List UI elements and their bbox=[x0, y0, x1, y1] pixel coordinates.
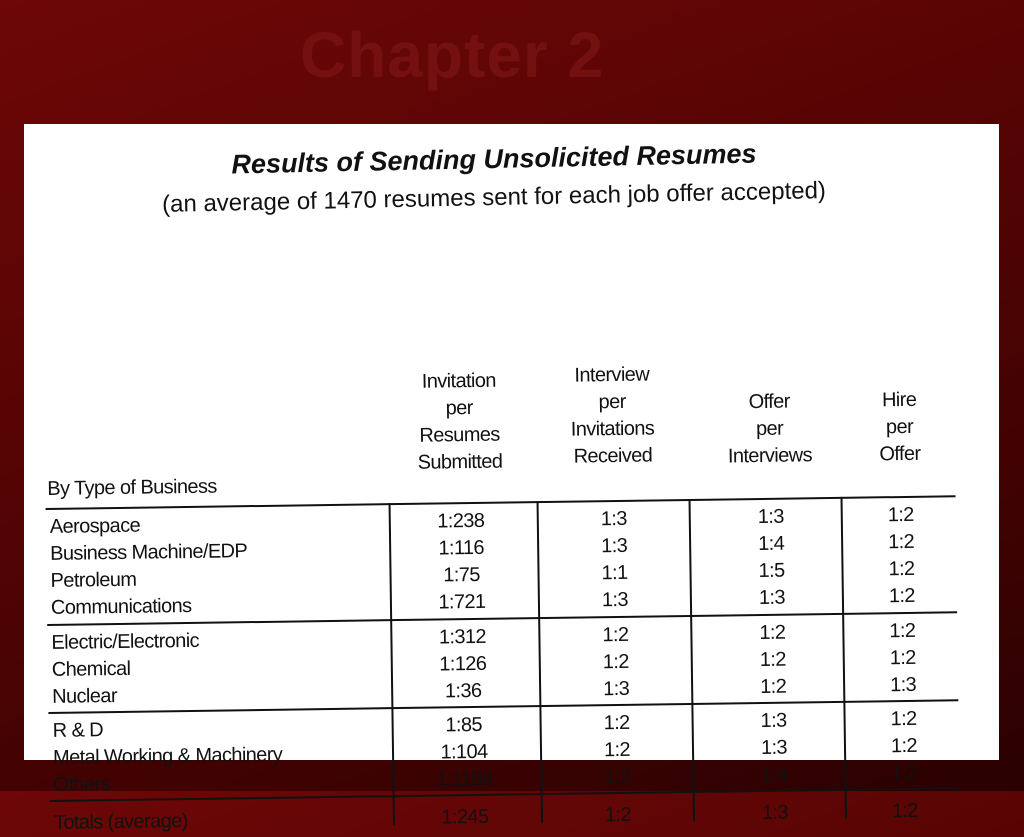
column-header-line: Interview bbox=[574, 363, 650, 387]
business-name: Electric/Electronic bbox=[51, 629, 200, 654]
business-name: Nuclear bbox=[52, 684, 118, 708]
table-cell: 1:2 bbox=[759, 648, 786, 672]
table-cell: 1:2 bbox=[602, 623, 629, 647]
interview-values bbox=[539, 505, 690, 615]
table-cell: 1:3 bbox=[760, 736, 788, 760]
table-cell: 1:126 bbox=[439, 652, 487, 676]
table-cell: 1:36 bbox=[444, 679, 482, 703]
business-names bbox=[50, 511, 248, 622]
table-cell: 1:4 bbox=[757, 532, 785, 556]
column-header-line: Invitation bbox=[421, 369, 497, 393]
table-cell: 1:3 bbox=[889, 673, 917, 697]
row-header: By Type of Business bbox=[47, 475, 217, 500]
table-cell: 1:3 bbox=[757, 505, 784, 529]
table-cell: 1:312 bbox=[438, 625, 487, 649]
table-cell: 1:1188 bbox=[436, 767, 493, 791]
column-header-line: Offer bbox=[879, 442, 921, 466]
table-cell: 1:3 bbox=[602, 677, 630, 701]
table-cell: 1:2 bbox=[759, 621, 786, 645]
business-name: R & D bbox=[52, 719, 104, 742]
hire-values bbox=[848, 705, 959, 788]
table-cell: 1:2 bbox=[889, 619, 916, 643]
document-subtitle: (an average of 1470 resumes sent for each job offer accepted) bbox=[161, 177, 827, 218]
business-names bbox=[51, 628, 200, 711]
offer-values bbox=[702, 619, 843, 702]
table-cell: 1:2 bbox=[603, 738, 631, 762]
scanned-document bbox=[24, 124, 999, 834]
table-cell: 1:2 bbox=[891, 761, 918, 785]
table-cell: 1:238 bbox=[437, 509, 485, 533]
table-cell: 1:2 bbox=[888, 584, 916, 608]
totals-label bbox=[54, 808, 188, 837]
business-name: Others bbox=[53, 773, 111, 796]
interview-values bbox=[541, 709, 692, 792]
totals-interview bbox=[543, 801, 693, 830]
column-header-invitation bbox=[389, 367, 530, 477]
column-header-line: per bbox=[885, 415, 914, 439]
column-header-offer bbox=[699, 388, 840, 471]
table-cell: 1:3 bbox=[761, 801, 789, 825]
hire-values bbox=[846, 501, 957, 611]
offer-values bbox=[703, 707, 844, 790]
table-cell: 1:2 bbox=[889, 646, 916, 670]
table-cell: 1:245 bbox=[441, 805, 489, 829]
table-cell: 1:3 bbox=[600, 507, 627, 531]
table-cell: 1:2 bbox=[604, 803, 632, 827]
document-title: Results of Sending Unsolicited Resumes bbox=[231, 138, 757, 180]
column-header-line: Offer bbox=[748, 390, 790, 414]
table-cell: 1:2 bbox=[887, 503, 914, 527]
invitation-values bbox=[391, 507, 532, 617]
table-cell: 1:4 bbox=[761, 763, 788, 787]
table-cell: 1:2 bbox=[759, 675, 787, 699]
column-header-line: Resumes bbox=[419, 423, 500, 447]
table-cell: 1:2 bbox=[890, 734, 918, 758]
table-cell: 1:2 bbox=[887, 530, 915, 554]
column-header-line: per bbox=[755, 417, 784, 441]
totals-invitation bbox=[395, 803, 535, 832]
totals-label-text: Totals (average) bbox=[53, 810, 188, 834]
column-header-line: Received bbox=[573, 444, 653, 468]
table-cell: 1:2 bbox=[890, 707, 917, 731]
invitation-values bbox=[392, 623, 533, 706]
table-cell: 1:116 bbox=[438, 536, 485, 560]
table-cell: 1:2 bbox=[602, 650, 629, 674]
business-name: Chemical bbox=[51, 657, 131, 681]
totals-hire bbox=[850, 797, 960, 826]
business-name: Business Machine/EDP bbox=[50, 540, 248, 565]
totals-offer bbox=[705, 799, 845, 828]
business-name: Metal Working & Machinery bbox=[52, 743, 283, 769]
invitation-values bbox=[393, 711, 534, 794]
column-header-hire bbox=[844, 386, 955, 469]
table-cell: 1:3 bbox=[601, 588, 629, 612]
offer-values bbox=[701, 503, 842, 613]
table-cell: 1:2 bbox=[891, 799, 919, 823]
results-table bbox=[42, 239, 959, 834]
column-header-line: per bbox=[445, 397, 473, 420]
table-cell: 1:5 bbox=[758, 559, 785, 583]
column-header-line: Invitations bbox=[570, 417, 655, 441]
business-name: Petroleum bbox=[50, 568, 137, 592]
column-header-line: per bbox=[598, 390, 626, 414]
slide-heading: Chapter 2 bbox=[300, 19, 605, 91]
table-cell: 1:104 bbox=[440, 740, 488, 764]
column-header-line: Submitted bbox=[417, 450, 503, 474]
table-cell: 1:2 bbox=[888, 557, 915, 581]
business-name: Aerospace bbox=[49, 514, 141, 538]
business-name: Communications bbox=[50, 594, 192, 619]
table-cell: 1:75 bbox=[443, 563, 480, 587]
table-cell: 1:3 bbox=[758, 586, 786, 610]
table-cell: 1:1 bbox=[601, 561, 628, 585]
table-cell: 1:2 bbox=[603, 711, 630, 735]
column-header-line: Hire bbox=[881, 388, 917, 412]
table-cell: 1:3 bbox=[600, 534, 628, 558]
table-cell: 1:3 bbox=[760, 709, 787, 733]
interview-values bbox=[540, 621, 691, 704]
column-header-interview bbox=[537, 361, 688, 471]
table-cell: 1:2 bbox=[604, 765, 631, 789]
table-cell: 1:85 bbox=[445, 713, 483, 737]
business-names bbox=[53, 715, 283, 799]
table-cell: 1:721 bbox=[438, 590, 486, 614]
hire-values bbox=[847, 617, 958, 700]
column-header-line: Interviews bbox=[727, 444, 813, 468]
